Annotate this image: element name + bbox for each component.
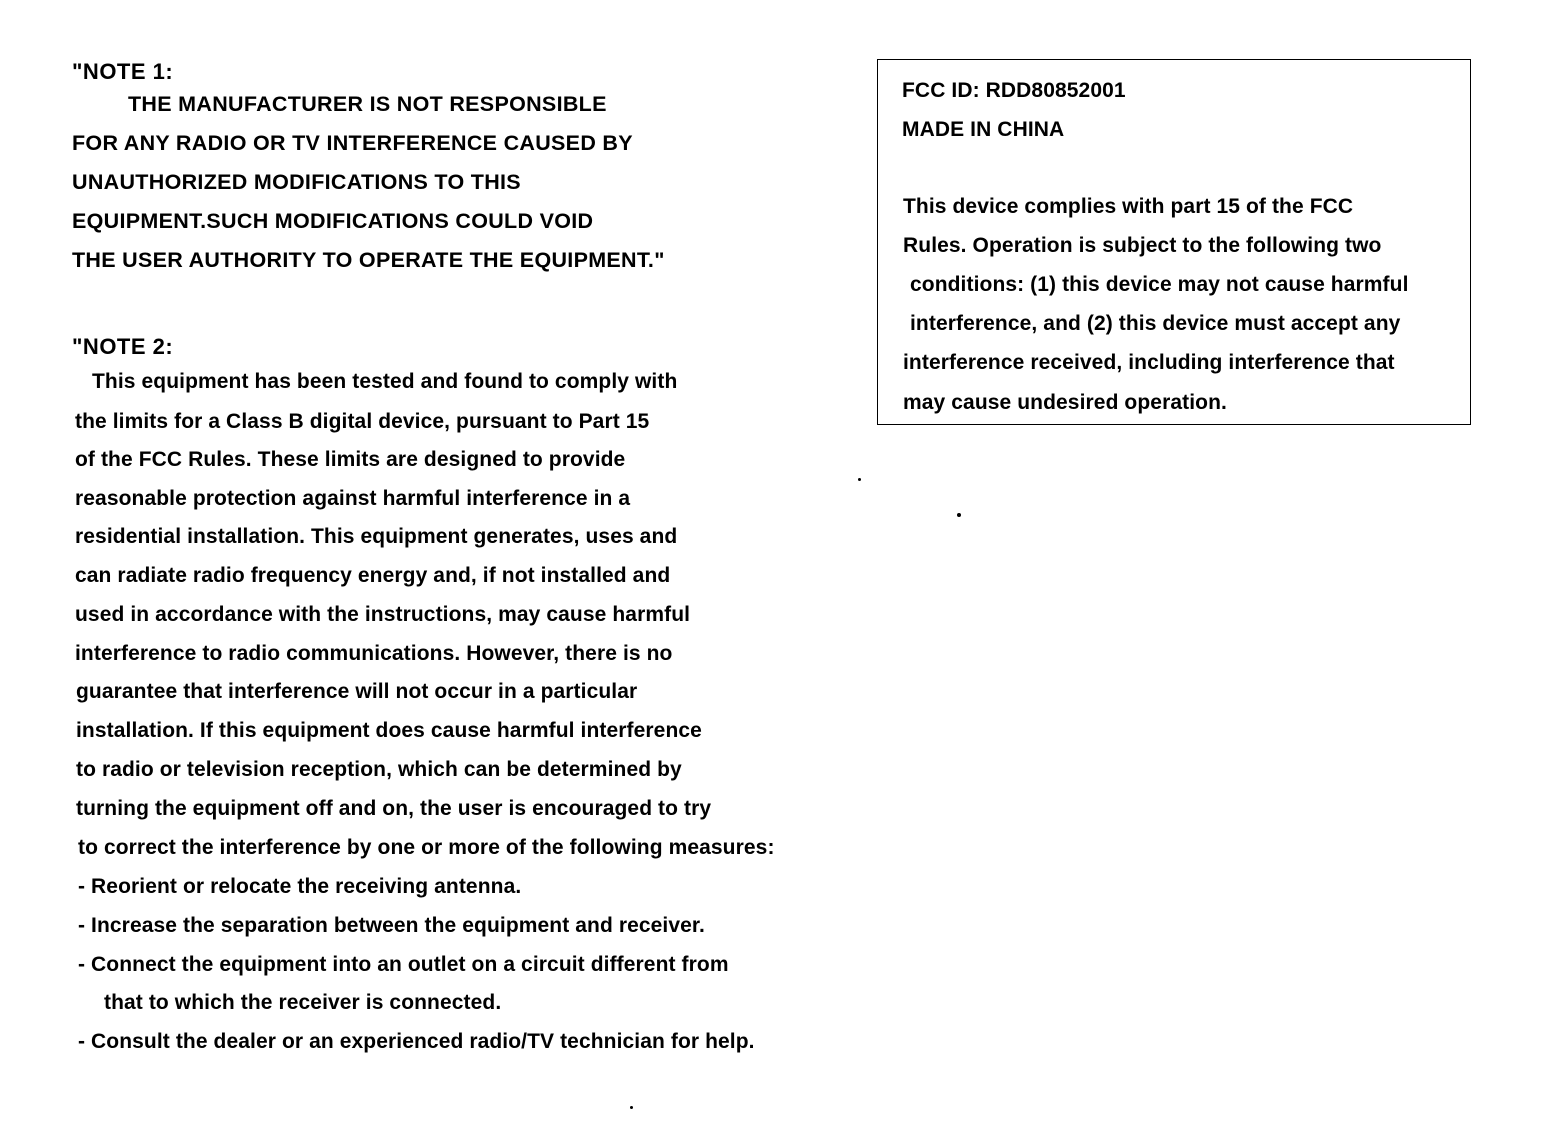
note-2-line: to radio or television reception, which can be determined by (76, 758, 682, 781)
note-2-heading: "NOTE 2: (72, 334, 174, 359)
compliance-line: This device complies with part 15 of the FCC (903, 195, 1354, 218)
note-1-line: FOR ANY RADIO OR TV INTERFERENCE CAUSED BY (72, 131, 633, 155)
note-2-line: interference to radio communications. However, there is no (75, 642, 673, 665)
note-2-line: This equipment has been tested and found to comply with (92, 370, 678, 393)
scan-speck (630, 1106, 633, 1109)
note-2-line: the limits for a Class B digital device, pursuant to Part 15 (75, 410, 650, 433)
note-2-line: reasonable protection against harmful interference in a (75, 487, 631, 510)
note-2-line: guarantee that interference will not occur in a particular (76, 680, 638, 703)
compliance-line: interference, and (2) this device must accept any (910, 312, 1401, 335)
note-2-measure: - Consult the dealer or an experienced radio/TV technician for help. (78, 1030, 755, 1053)
note-2-measure: that to which the receiver is connected. (104, 991, 502, 1014)
note-2-measure: - Increase the separation between the equipment and receiver. (78, 914, 705, 937)
note-1-heading: "NOTE 1: (72, 59, 174, 84)
note-1-line: UNAUTHORIZED MODIFICATIONS TO THIS (72, 170, 521, 194)
made-in-label: MADE IN CHINA (902, 118, 1065, 141)
fcc-id: FCC ID: RDD80852001 (902, 79, 1126, 102)
note-2-line: can radiate radio frequency energy and, if not installed and (75, 564, 671, 587)
note-2-line: residential installation. This equipment generates, uses and (75, 525, 678, 548)
note-1-line: THE MANUFACTURER IS NOT RESPONSIBLE (128, 92, 607, 116)
compliance-line: Rules. Operation is subject to the following two (903, 234, 1382, 257)
compliance-line: conditions: (1) this device may not cause harmful (910, 273, 1409, 296)
note-2-line: used in accordance with the instructions, may cause harmful (75, 603, 691, 626)
note-2-measure: - Reorient or relocate the receiving antenna. (78, 875, 522, 898)
note-2-line: turning the equipment off and on, the user is encouraged to try (76, 797, 712, 820)
note-2-line: to correct the interference by one or more of the following measures: (78, 836, 775, 859)
scan-speck (858, 478, 861, 481)
note-2-line: of the FCC Rules. These limits are designed to provide (75, 448, 626, 471)
scan-speck (957, 513, 961, 517)
note-1-line: THE USER AUTHORITY TO OPERATE THE EQUIPMENT." (72, 248, 665, 272)
compliance-line: interference received, including interference that (903, 351, 1395, 374)
note-2-measure: - Connect the equipment into an outlet on a circuit different from (78, 953, 729, 976)
note-2-line: installation. If this equipment does cause harmful interference (76, 719, 702, 742)
compliance-line: may cause undesired operation. (903, 391, 1227, 414)
note-1-line: EQUIPMENT.SUCH MODIFICATIONS COULD VOID (72, 209, 594, 233)
